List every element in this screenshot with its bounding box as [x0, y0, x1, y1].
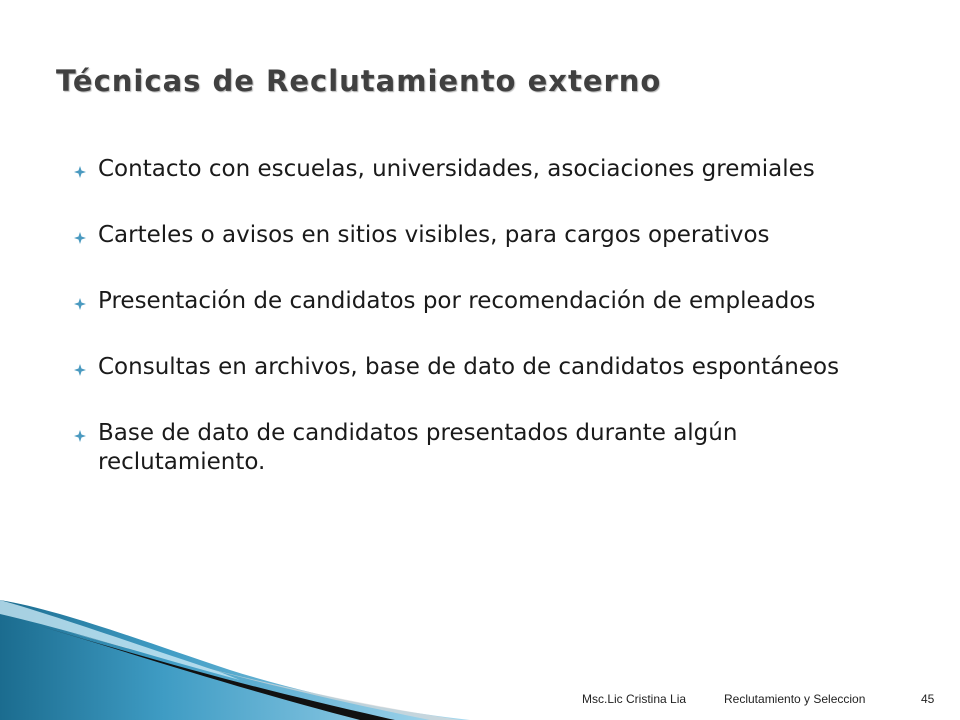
diamond-fleur-icon: [74, 298, 86, 310]
bullet-text: Presentación de candidatos por recomendación de empleados: [98, 288, 816, 314]
diamond-fleur-icon: [74, 166, 86, 178]
bullet-text: Contacto con escuelas, universidades, asociaciones gremiales: [98, 156, 815, 182]
diamond-fleur-icon: [74, 430, 86, 442]
bullet-text: Base de dato de candidatos presentados durante algún reclutamiento.: [98, 420, 738, 475]
bullet-item: [72, 419, 872, 477]
diamond-fleur-icon: [74, 232, 86, 244]
bullet-item: [72, 221, 872, 250]
decorative-wave: [0, 590, 520, 720]
footer-author: Msc.Lic Cristina Lia: [582, 692, 687, 706]
bullet-item: [72, 287, 872, 316]
bullet-item: [72, 155, 872, 184]
bullet-list: [72, 155, 872, 477]
bullet-item: [72, 353, 872, 382]
diamond-fleur-icon: [74, 364, 86, 376]
page-number: 45: [921, 692, 935, 706]
bullet-text: Consultas en archivos, base de dato de candidatos espontáneos: [98, 354, 840, 380]
bullet-text: Carteles o avisos en sitios visibles, para cargos operativos: [98, 222, 770, 248]
footer-course: Reclutamiento y Seleccion: [724, 692, 866, 706]
slide-title: Técnicas de Reclutamiento externo: [56, 64, 662, 98]
